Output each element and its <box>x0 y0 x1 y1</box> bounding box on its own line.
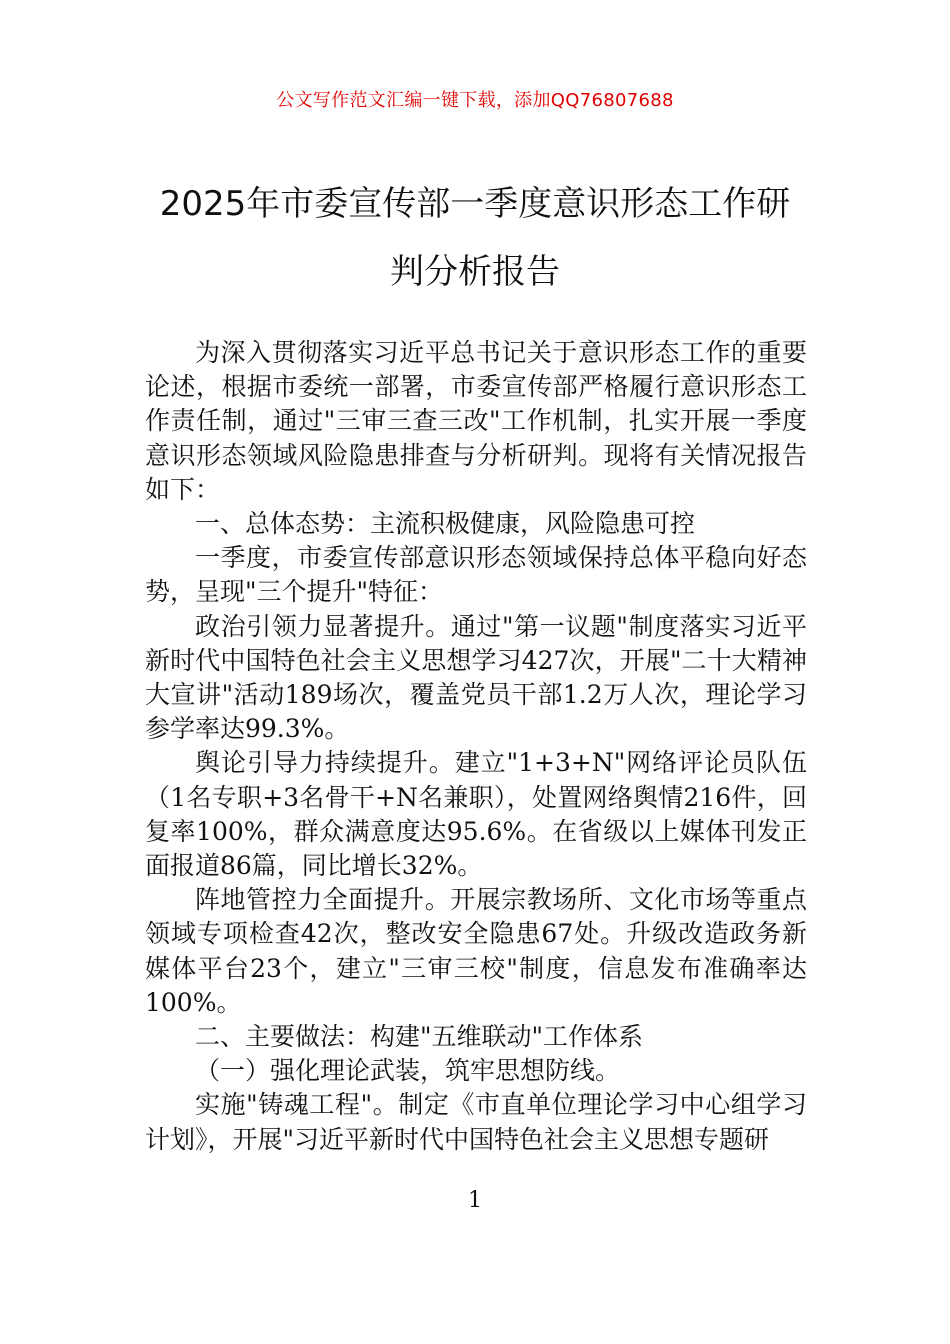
watermark-text: 公文写作范文汇编一键下载，添加QQ76807688 <box>276 90 674 111</box>
page-number: 1 <box>468 1188 482 1213</box>
paragraph-intro: 为深入贯彻落实习近平总书记关于意识形态工作的重要论述，根据市委统一部署，市委宣传部严格履行意识形态工作责任制，通过"三审三查三改"工作机制，扎实开展一季度意识形态领域风险隐患排查与分析研判。现将有关情况报告如下： <box>145 338 807 504</box>
paragraph-political-leadership: 政治引领力显著提升。通过"第一议题"制度落实习近平新时代中国特色社会主义思想学习427次，开展"二十大精神大宣讲"活动189场次，覆盖党员干部1.2万人次，理论学习参学率达99.3%。 <box>145 611 807 744</box>
document-body <box>145 336 807 1157</box>
subsection-heading-1: （一）强化理论武装，筑牢思想防线。 <box>195 1056 621 1086</box>
paragraph-position-control: 阵地管控力全面提升。开展宗教场所、文化市场等重点领域专项检查42次，整改安全隐患67处。升级改造政务新媒体平台23个，建立"三审三校"制度，信息发布准确率达100%。 <box>145 885 807 1017</box>
paragraph-public-opinion: 舆论引导力持续提升。建立"1+3+N"网络评论员队伍（1名专职+3名骨干+N名兼职），处置网络舆情216件，回复率100%，群众满意度达95.6%。在省级以上媒体刊发正面报道86篇，同比增长32%。 <box>145 748 807 881</box>
paragraph-soul-project: 实施"铸魂工程"。制定《市直单位理论学习中心组学习计划》，开展"习近平新时代中国特色社会主义思想专题研 <box>145 1090 807 1154</box>
section-heading-2: 二、主要做法：构建"五维联动"工作体系 <box>195 1022 643 1052</box>
paragraph-overview: 一季度，市委宣传部意识形态领域保持总体平稳向好态势，呈现"三个提升"特征： <box>145 543 807 607</box>
section-heading-1: 一、总体态势：主流积极健康，风险隐患可控 <box>195 509 696 539</box>
document-title: 2025年市委宣传部一季度意识形态工作研判分析报告 <box>159 184 791 292</box>
